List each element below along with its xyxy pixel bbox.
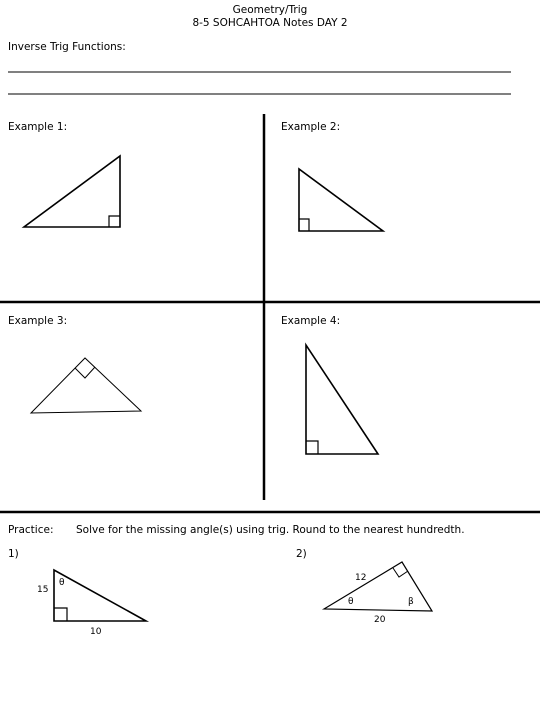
worksheet-title: Geometry/Trig xyxy=(232,4,308,16)
practice-label: Practice: xyxy=(8,524,54,536)
example-2-label: Example 2: xyxy=(281,121,341,133)
example-2-triangle xyxy=(299,169,383,231)
problem-2-angle-theta: θ xyxy=(348,597,354,607)
example-4-label: Example 4: xyxy=(281,315,341,327)
problem-2-number: 2) xyxy=(296,548,307,560)
problem-2-side-12: 12 xyxy=(355,573,367,583)
problem-2-side-20: 20 xyxy=(374,615,386,625)
example-1-label: Example 1: xyxy=(8,121,68,133)
problem-1-number: 1) xyxy=(8,548,19,560)
example-4-triangle xyxy=(306,345,378,454)
problem-2-angle-beta: β xyxy=(408,597,414,607)
problem-2-triangle xyxy=(324,562,432,625)
example-1-triangle xyxy=(24,156,120,227)
worksheet-subtitle: 8-5 SOHCAHTOA Notes DAY 2 xyxy=(192,17,348,29)
notes-label: Inverse Trig Functions: xyxy=(8,41,126,53)
problem-1-triangle xyxy=(37,570,146,637)
practice-instructions: Solve for the missing angle(s) using trig. Round to the nearest hundredth. xyxy=(76,524,465,536)
problem-1-side-10: 10 xyxy=(90,627,102,637)
problem-1-side-15: 15 xyxy=(37,585,49,595)
example-3-label: Example 3: xyxy=(8,315,68,327)
problem-1-angle-theta: θ xyxy=(59,578,65,588)
example-3-triangle xyxy=(31,358,141,413)
